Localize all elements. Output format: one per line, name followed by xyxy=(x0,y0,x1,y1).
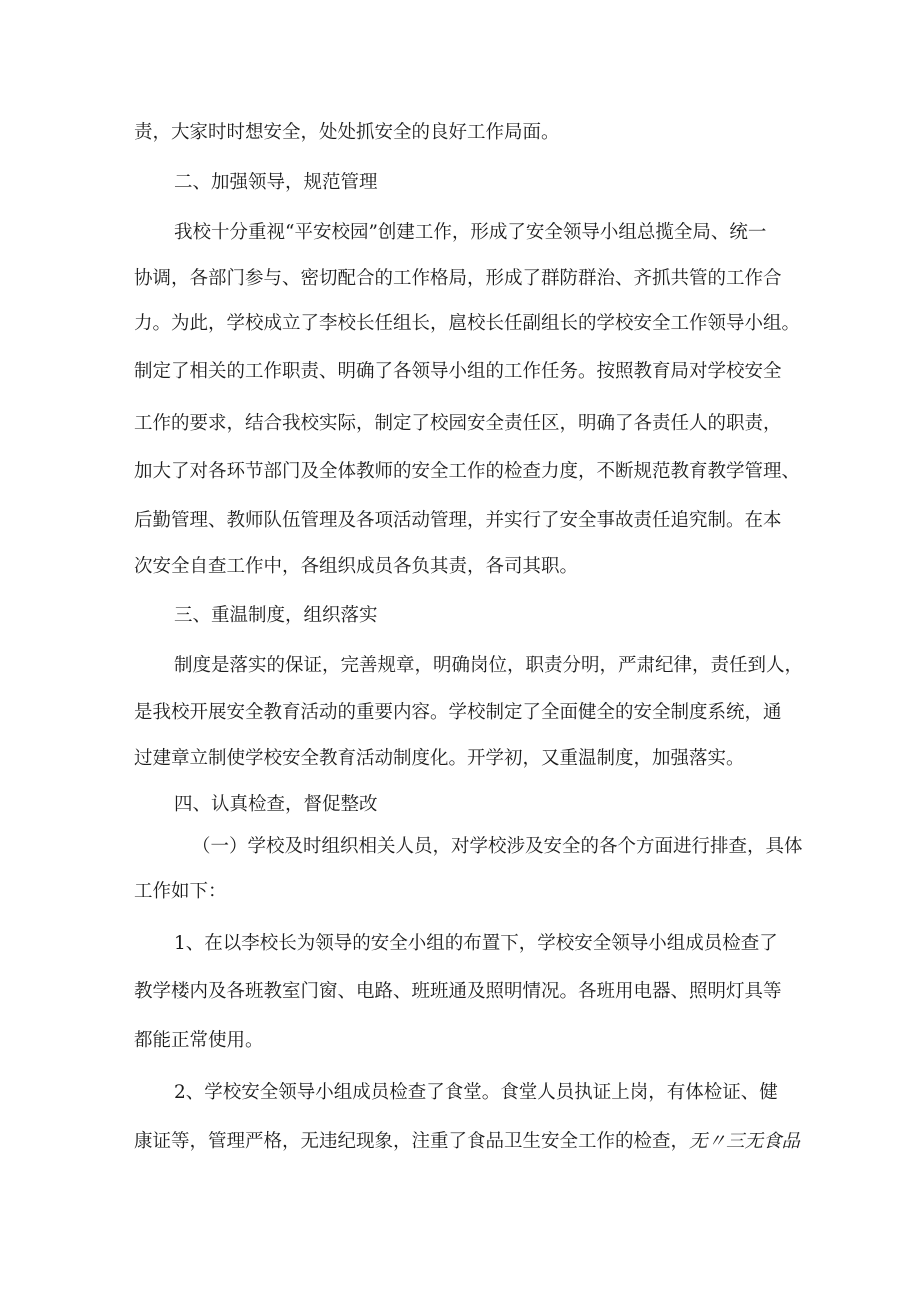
paragraph-line: 协调，各部门参与、密切配合的工作格局，形成了群防群治、齐抓共管的工作合 xyxy=(134,268,782,289)
paragraph-line: 后勤管理、教师队伍管理及各项活动管理，并实行了安全事故责任追究制。在本 xyxy=(134,510,782,531)
paragraph-line: 制定了相关的工作职责、明确了各领导小组的工作任务。按照教育局对学校安全 xyxy=(134,361,782,382)
paragraph-line: 都能正常使用。 xyxy=(134,1030,264,1051)
paragraph-line: 责，大家时时想安全，处处抓安全的良好工作局面。 xyxy=(134,122,560,143)
paragraph-line: 制度是落实的保证，完善规章，明确岗位，职责分明，严肃纪律，责任到人， xyxy=(174,655,804,676)
paragraph-line: 加大了对各环节部门及全体教师的安全工作的检查力度，不断规范教育教学管理、 xyxy=(134,461,801,482)
list-item-line: 2、学校安全领导小组成员检查了食堂。食堂人员执证上岗，有体检证、健 xyxy=(174,1082,778,1103)
paragraph-line-text: 康证等，管理严格，无违纪现象，注重了食品卫生安全工作的检查， xyxy=(134,1131,690,1152)
paragraph-line: 是我校开展安全教育活动的重要内容。学校制定了全面健全的安全制度系统，通 xyxy=(134,702,782,723)
paragraph-line: 工作的要求，结合我校实际，制定了校园安全责任区，明确了各责任人的职责， xyxy=(134,413,782,434)
section-heading: 二、加强领导，规范管理 xyxy=(174,172,378,193)
paragraph-line: 力。为此，学校成立了李校长任组长，扈校长任副组长的学校安全工作领导小组。 xyxy=(134,313,801,334)
paragraph-line-italic-tail: 无〃三无食品 xyxy=(689,1131,801,1152)
paragraph-line: （一）学校及时组织相关人员，对学校涉及安全的各个方面进行排查，具体 xyxy=(192,836,803,857)
paragraph-line: 工作如下： xyxy=(134,881,227,902)
paragraph-line: 次安全自查工作中，各组织成员各负其责，各司其职。 xyxy=(134,556,579,577)
list-item-line: 1、在以李校长为领导的安全小组的布置下，学校安全领导小组成员检查了 xyxy=(174,933,778,954)
section-heading: 三、重温制度，组织落实 xyxy=(174,605,378,626)
paragraph-line-last xyxy=(134,1129,800,1155)
paragraph-line: 过建章立制使学校安全教育活动制度化。开学初，又重温制度，加强落实。 xyxy=(134,748,745,769)
paragraph-line: 我校十分重视“平安校园”创建工作，形成了安全领导小组总揽全局、统一 xyxy=(174,222,767,243)
section-heading: 四、认真检查，督促整改 xyxy=(174,794,378,815)
paragraph-line: 教学楼内及各班教室门窗、电路、班班通及照明情况。各班用电器、照明灯具等 xyxy=(134,981,782,1002)
